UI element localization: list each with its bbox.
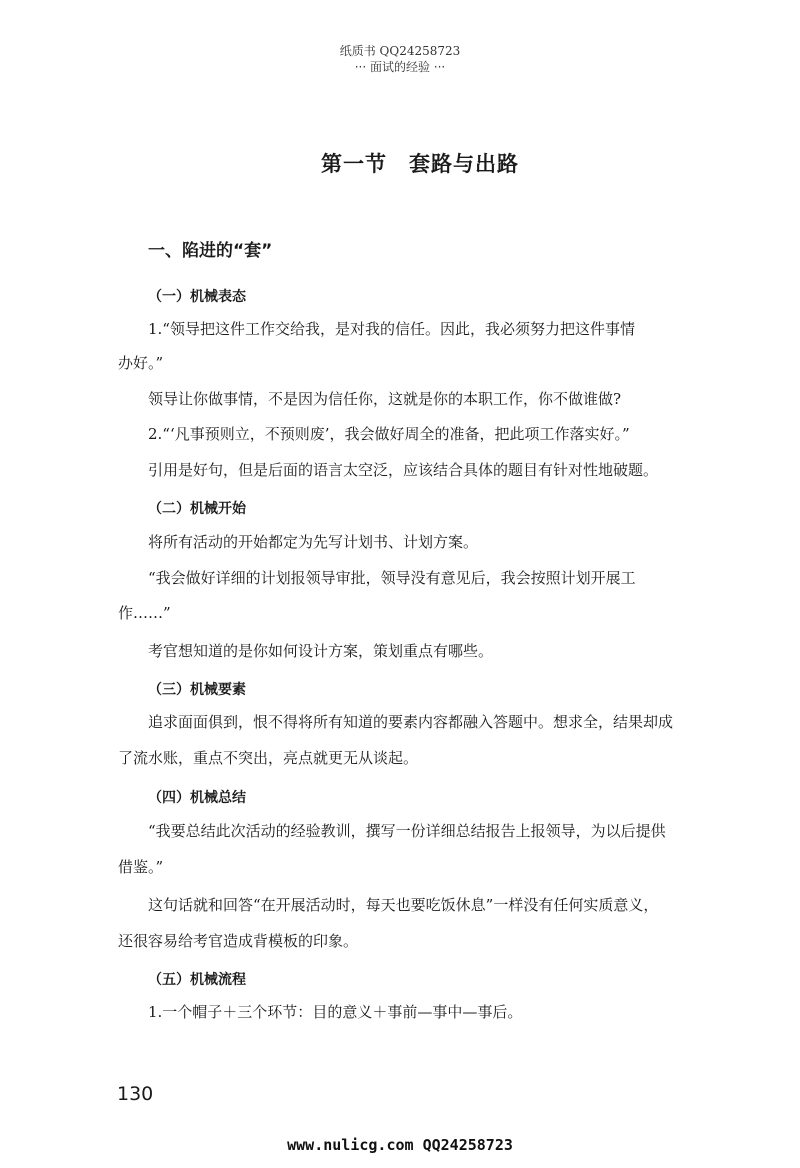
heading-level1: 一、陷进的“套” (148, 241, 273, 261)
section-title: 第一节 套路与出路 (321, 152, 519, 176)
paragraph-line: 1.一个帽子＋三个环节：目的意义＋事前—事中—事后。 (148, 1003, 523, 1021)
paragraph-line: 借鉴。” (118, 858, 164, 876)
paragraph-line: 将所有活动的开始都定为先写计划书、计划方案。 (148, 533, 479, 551)
paragraph-line: 2.“‘凡事预则立，不预则废’，我会做好周全的准备，把此项工作落实好。” (148, 425, 630, 443)
subheading-d: （四）机械总结 (148, 790, 246, 806)
paragraph-line: 还很容易给考官造成背模板的印象。 (118, 932, 359, 950)
paragraph-line: 追求面面俱到，恨不得将所有知道的要素内容都融入答题中。想求全，结果却成 (148, 713, 674, 731)
paragraph-line: 引用是好句，但是后面的语言太空泛，应该结合具体的题目有针对性地破题。 (148, 461, 659, 479)
watermark-text: 纸质书 QQ24258723 (339, 44, 461, 58)
subheading-b: （二）机械开始 (148, 501, 246, 517)
footer-watermark: www.nulicg.com QQ24258723 (287, 1136, 513, 1154)
paragraph-line: 办好。” (118, 354, 164, 372)
paragraph-line: “我会做好详细的计划报领导审批，领导没有意见后，我会按照计划开展工 (148, 569, 636, 587)
page-number: 130 (117, 1083, 154, 1105)
paragraph-line: 了流水账，重点不突出，亮点就更无从谈起。 (118, 749, 419, 767)
paragraph-line: 作……” (118, 604, 171, 622)
subheading-c: （三）机械要素 (148, 682, 246, 698)
paragraph-line: 这句话就和回答“在开展活动时，每天也要吃饭休息”一样没有任何实质意义， (148, 896, 659, 914)
running-header: ··· 面试的经验 ··· (354, 60, 446, 74)
subheading-a: （一）机械表态 (148, 289, 246, 305)
paragraph-line: 1.“领导把这件工作交给我，是对我的信任。因此，我必须努力把这件事情 (148, 320, 635, 338)
paragraph-line: “我要总结此次活动的经验教训，撰写一份详细总结报告上报领导，为以后提供 (148, 822, 666, 840)
paragraph-line: 考官想知道的是你如何设计方案，策划重点有哪些。 (148, 642, 494, 660)
paragraph-line: 领导让你做事情，不是因为信任你，这就是你的本职工作，你不做谁做? (148, 390, 622, 408)
subheading-e: （五）机械流程 (148, 972, 246, 988)
